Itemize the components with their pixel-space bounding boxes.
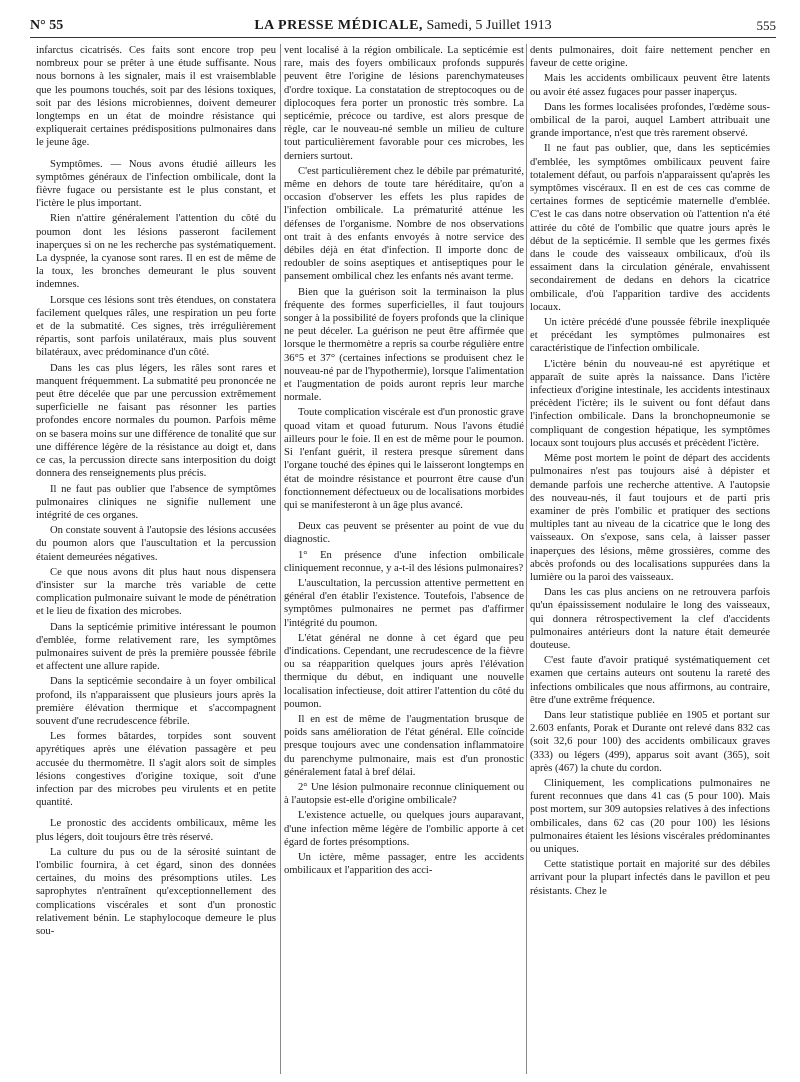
paragraph: Ce que nous avons dit plus haut nous dispensera d'insister sur la marche très variable de cette complication pulmonaire suivant le mode de pénétration et le lieu de fixation des microbes. [36, 566, 276, 618]
paragraph: infarctus cicatrisés. Ces faits sont encore trop peu nombreux pour se prêter à une étude suffisante. Nous nous bornons à les signaler, mais il est vraisemblable que les poumons touchés, soit par des lésions toxiques, soit par des lésions microbiennes, doivent demeurer longtemps en un état de moindre résistance qui expliquerait certaines prédispositions pulmonaires dans le jeune âge. [36, 45, 276, 149]
paragraph: Un ictère, même passager, entre les accidents ombilicaux et l'apparition des acci- [284, 851, 524, 877]
paragraph: Même post mortem le point de départ des accidents pulmonaires n'est pas toujours aisé à dépister et demande parfois une recherche attentive. A l'autopsie des nouveau-nés, il faut toujours et de parti pris examiner de près l'ombilic et pratiquer des sections multiples tant au niveau de la cicatrice que le long des vaisseaux. On s'expose, sans cela, à laisser passer inaperçues des lésions, même grossières, comme des abcès profonds ou des localisations suppurées dans la lumière ou la paroi des vaisseaux. [530, 453, 770, 583]
paragraph: Le pronostic des accidents ombilicaux, même les plus légers, doit toujours être très réservé. [36, 818, 276, 843]
paragraph: Symptômes. — Nous avons étudié ailleurs les symptômes généraux de l'infection ombilicale, dont la fièvre fugace ou persistante est le plus constant, et l'ictère le plus important. [36, 158, 276, 210]
column-3 [530, 44, 770, 1074]
issue-date: Samedi, 5 Juillet 1913 [426, 18, 552, 33]
paragraph: Toute complication viscérale est d'un pronostic grave quoad vitam et quoad futurum. Nous l'avons étudié ailleurs pour le foie. Il en est de même pour le poumon. Si l'enfant guérit, il restera presque sûrement dans l'organe touché des épines qui le laisseront longtemps en état de moindre résistance et pourront être cause d'un fonctionnement défectueux ou de localisations morbides qui se manifesteront à un âge plus avancé. [284, 407, 524, 511]
paragraph: Dans les formes localisées profondes, l'œdème sous-ombilical de la paroi, auquel Lambert attribuait une grande importance, n'est que très rarement observé. [530, 101, 770, 140]
column-divider [280, 44, 281, 1074]
paragraph: Les formes bâtardes, torpides sont souvent apyrétiques après une élévation passagère et peu accusée du thermomètre. Il s'agit alors soit de simples lésions congestives d'origine toxique, soit d'une infection par des microbes peu virulents et en petite quantité. [36, 731, 276, 809]
paragraph: Rien n'attire généralement l'attention du côté du poumon dont les lésions passeront facilement inaperçues si on ne les recherche pas systématiquement. La dyspnée, la cyanose sont rares. Il en est de même de la toux, les bronches demeurant le plus souvent indemnes. [36, 213, 276, 291]
paragraph: Bien que la guérison soit la terminaison la plus fréquente des formes superficielles, il faut toujours songer à la possibilité de foyers profonds que la clinique ne peut déceler. La guérison ne peut être affirmée que lorsque le thermomètre a repris sa courbe régulière entre 36°5 et 37° (certaines infections se produisent chez le nouveau-né par de l'hypothermie), lorsque l'alimentation et l'augmentation de poids auront repris leur marche normale. [284, 286, 524, 404]
column-2 [284, 44, 524, 1074]
header-rule [30, 37, 776, 38]
paragraph: On constate souvent à l'autopsie des lésions accusées du poumon alors que l'auscultation et la percussion étaient demeurées négatives. [36, 525, 276, 563]
paragraph: Il en est de même de l'augmentation brusque de poids sans amélioration de l'état général. Elle coïncide presque toujours avec une condensation inflammatoire du parenchyme pulmonaire, mais est d'un pronostic généralement fatal à bref délai. [284, 713, 524, 778]
page-number: 555 [756, 18, 776, 33]
paragraph: L'ictère bénin du nouveau-né est apyrétique et apparaît de suite après la naissance. Dans l'ictère infectieux d'origine intestinale, les accidents intestinaux précèdent l'ictère; ils le suivent ou font défaut dans l'infection ombilicale. Dans la bronchopneumonie se compliquant de congestion hépatique, les symptômes locaux sont toujours plus accusés et précèdent l'ictère. [530, 358, 770, 449]
issue-number: N° 55 [30, 18, 64, 33]
paragraph: Cliniquement, les complications pulmonaires ne furent reconnues que dans 41 cas (5 pour 100). Mais post mortem, sur 309 autopsies relatives à des infections ombilicales, dans 62 cas (20 pour 100) les lésions pulmonaires étaient les lésions viscérales prédominantes ou uniques. [530, 777, 770, 855]
journal-name: LA PRESSE MÉDICALE, [254, 18, 423, 33]
paragraph: vent localisé à la région ombilicale. La septicémie est rare, mais des foyers ombilicaux profonds suppurés peuvent être l'origine de lésions parenchymateuses d'ordre toxique. La constatation de streptocoques ou de diplocoques fera porter un pronostic très sombre. La septicémie, précoce ou tardive, est alors presque de règle, car le nouveau-né semble un milieu de culture tout particulièrement favorable pour ces microbes, les derniers surtout. [284, 45, 524, 162]
paragraph: L'état général ne donne à cet égard que peu d'indications. Cependant, une recrudescence de la fièvre ou sa réapparition quelques jours après l'élévation thermique du début, en indiquant une nouvelle localisation infectieuse, doit attirer l'attention du côté du poumon. [284, 632, 524, 710]
paragraph: Dans les cas plus légers, les râles sont rares et manquent fréquemment. La submatité peu prononcée ne peut être décelée que par une percussion extrêmement superficielle ne faisant pas résonner les parties profondes encore normales du poumon. Parfois même on se basera moins sur une différence de tonalité que sur une différence légère de la résistance au doigt et, dans ce cas, la percussion directe sans interposition du doigt donnera des renseignements plus précis. [36, 362, 276, 480]
paragraph: C'est particulièrement chez le débile par prématurité, même en dehors de toute tare héréditaire, qu'on a occasion d'observer les effets les plus rapides de l'infection ombilicale. La prématurité atténue les défenses de l'organisme. Nombre de nos observations ont trait à des enfants envoyés à notre service des débiles déjà en état d'infection. Il importe donc de redoubler de soins aseptiques et antiseptiques pour le pansement ombilical chez les enfants nés avant terme. [284, 165, 524, 283]
paragraph: La culture du pus ou de la sérosité suintant de l'ombilic fournira, à cet égard, sinon des données certaines, du moins des présomptions utiles. Les saprophytes n'entraînent qu'exceptionnellement des complications viscérales et sont d'un pronostic relativement bénin. Le staphylocoque demeure le plus sou- [36, 846, 276, 937]
paragraph: dents pulmonaires, doit faire nettement pencher en faveur de cette origine. [530, 45, 770, 70]
paragraph: L'existence actuelle, ou quelques jours auparavant, d'une infection même légère de l'ombilic apporte à cet égard de fortes présomptions. [284, 810, 524, 848]
paragraph: Mais les accidents ombilicaux peuvent être latents ou avoir été assez fugaces pour passer inaperçus. [530, 73, 770, 98]
paragraph: Dans la septicémie primitive intéressant le poumon d'emblée, forme relativement rare, les symptômes pulmonaires suivent de près la première poussée fébrile et affectent une allure rapide. [36, 621, 276, 673]
paragraph: Lorsque ces lésions sont très étendues, on constatera facilement quelques râles, une respiration un peu forte et de la submatité. Ces signes, très irrégulièrement répartis, sont parfois unilatéraux, mais plus souvent bilatéraux, avec prédominance d'un côté. [36, 294, 276, 359]
paragraph: Deux cas peuvent se présenter au point de vue du diagnostic. [284, 521, 524, 546]
paragraph: Un ictère précédé d'une poussée fébrile inexpliquée et précédant les symptômes pulmonaires est caractéristique de l'infection ombilicale. [530, 317, 770, 355]
paragraph: Dans les cas plus anciens on ne retrouvera parfois qu'un épaississement nodulaire le long des vaisseaux, qui donnera rétrospectivement la clef d'accidents pulmonaires antérieurs dont la nature était demeurée douteuse. [530, 587, 770, 651]
paragraph: Il ne faut pas oublier, que, dans les septicémies d'emblée, les symptômes ombilicaux peuvent faire totalement défaut, ou parfois n'apparaissent qu'après les symptômes viscéraux. Il en est de ces cas comme de certaines formes de septicémie maternelle d'emblée. C'est le cas dans notre observation où l'attention n'a été attirée du côté de l'ombilic que quatre jours après le début de la septicémie. Il semble que les germes fixés dans le coude des vaisseaux ombilicaux, d'où ils essaiment dans la circulation générale, envahissent secondairement de dedans en dehors la cicatrice ombilicale, d'où l'apparition tardive des accidents locaux. [530, 143, 770, 313]
paragraph: Dans leur statistique publiée en 1905 et portant sur 2.603 enfants, Porak et Durante ont relevé dans 832 cas (soit 32,6 pour 100) des accidents ombilicaux graves (333) ou légers (499), apparus soit avant (365), soit après (467) la chute du cordon. [530, 709, 770, 774]
paragraph: 1° En présence d'une infection ombilicale cliniquement reconnue, y a-t-il des lésions pulmonaires? [284, 549, 524, 574]
journal-title-line [30, 18, 776, 34]
column-1 [36, 44, 276, 1074]
paragraph: C'est faute d'avoir pratiqué systématiquement cet examen que certains auteurs ont soutenu la rareté des infections ombilicales que nous affirmons, au contraire, être d'une extrême fréquence. [530, 655, 770, 706]
paragraph: Dans la septicémie secondaire à un foyer ombilical profond, ils n'apparaissent que plusieurs jours après la première élévation thermique et s'accompagnent souvent d'une recrudescence fébrile. [36, 676, 276, 727]
paragraph: Cette statistique portait en majorité sur des débiles arrivant pour la plupart infectés dans le pavillon et peu résistants. Chez le [530, 859, 770, 897]
paragraph: Il ne faut pas oublier que l'absence de symptômes pulmonaires cliniques ne signifie nullement une intégrité de ces organes. [36, 483, 276, 521]
paragraph: 2° Une lésion pulmonaire reconnue cliniquement ou à l'autopsie est-elle d'origine ombilicale? [284, 781, 524, 807]
page-header [30, 18, 776, 38]
column-divider [526, 44, 527, 1074]
paragraph: L'auscultation, la percussion attentive permettent en général d'en établir l'existence. Toutefois, l'absence de symptômes pulmonaires ne permet pas d'affirmer l'intégrité du poumon. [284, 577, 524, 629]
